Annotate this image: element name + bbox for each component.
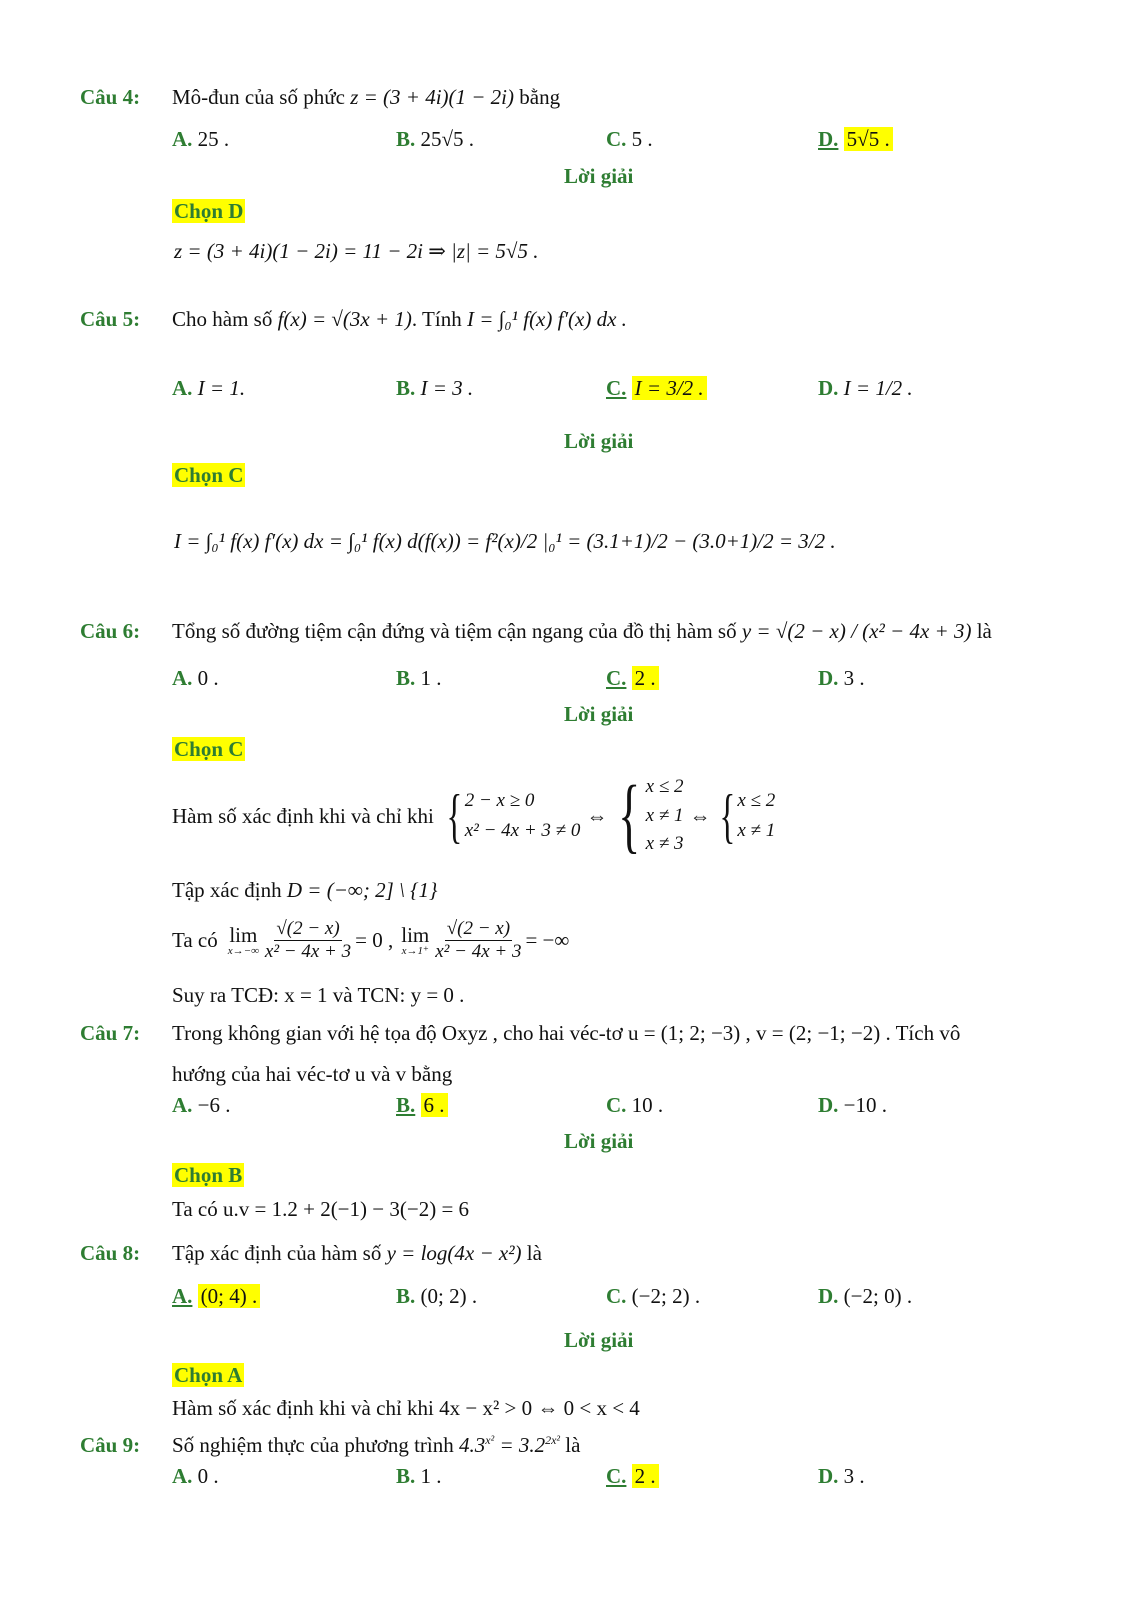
q4-option-a[interactable]: A. 25 .	[172, 127, 230, 151]
q4-answer-highlight: 5√5 .	[844, 127, 893, 151]
q4-chosen: Chọn D	[174, 199, 244, 223]
q9-answer-highlight: 2 .	[632, 1464, 659, 1488]
q7-option-c[interactable]: C. 10 .	[606, 1093, 664, 1117]
left-brace: {	[618, 769, 641, 862]
q5-solution: I = ∫₀¹ f(x) f′(x) dx = ∫₀¹ f(x) d(f(x)) = f²(x)/2 |₀¹ = (3.1+1)/2 − (3.0+1)/2 = 3/2 .	[174, 529, 836, 553]
q8-solution: Hàm số xác định khi và chỉ khi 4x − x² > 0 ⇔ 0 < x < 4	[172, 1396, 640, 1420]
q9-stem: Số nghiệm thực của phương trình $4.3^{x^2} = 3.2^{2x^2}$ là	[172, 1433, 581, 1457]
q4-stem	[172, 84, 560, 110]
q5-option-a[interactable]: A. I = 1.	[172, 376, 246, 400]
q9-label: Câu 9:	[80, 1433, 141, 1457]
q6-chosen: Chọn C	[174, 737, 244, 761]
q5-chosen: Chọn C	[174, 463, 244, 487]
q6-solution-heading: Lời giải	[564, 702, 634, 726]
q8-chosen: Chọn A	[174, 1363, 243, 1387]
q5-stem-mid: . Tính	[411, 307, 462, 331]
q9-option-b[interactable]: B. 1 .	[396, 1464, 442, 1488]
q6-option-d[interactable]: D. 3 .	[818, 666, 865, 690]
q7-option-d[interactable]: D. −10 .	[818, 1093, 888, 1117]
q7-option-b[interactable]: B. 6 .	[396, 1092, 448, 1118]
q5-stem-math: f(x) = √(3x + 1)	[277, 307, 412, 331]
q4-option-b[interactable]: B. 25√5 .	[396, 127, 475, 151]
q6-label: Câu 6:	[80, 619, 141, 643]
q5-stem-integral: I = ∫₀¹ f(x) f′(x) dx .	[466, 307, 627, 331]
q8-stem: Tập xác định của hàm số y = log(4x − x²) là	[172, 1241, 542, 1265]
q7-stem-line-1: Trong không gian với hệ tọa độ Oxyz , cho hai véc-tơ u = (1; 2; −3) , v = (2; −1; −2) . Tích vô	[172, 1021, 961, 1045]
q5-solution-heading: Lời giải	[564, 429, 634, 453]
q6-stem-math: y = √(2 − x) / (x² − 4x + 3)	[741, 619, 972, 643]
q4-solution-heading: Lời giải	[564, 164, 634, 188]
q7-chosen: Chọn B	[174, 1163, 243, 1187]
q4-option-d[interactable]: D. 5√5 .	[818, 126, 893, 152]
q4-label: Câu 4:	[80, 85, 141, 109]
q7-stem-line-2: hướng của hai véc-tơ u và v bằng	[172, 1062, 453, 1086]
q8-option-d[interactable]: D. (−2; 0) .	[818, 1284, 913, 1308]
q6-domain: Tập xác định D = (−∞; 2] \ {1}	[172, 878, 438, 902]
q5-option-b[interactable]: B. I = 3 .	[396, 376, 474, 400]
q8-label: Câu 8:	[80, 1241, 141, 1265]
q7-label: Câu 7:	[80, 1021, 141, 1045]
q9-option-c[interactable]: C. 2 .	[606, 1463, 659, 1489]
q8-option-b[interactable]: B. (0; 2) .	[396, 1284, 478, 1308]
q9-option-a[interactable]: A. 0 .	[172, 1464, 219, 1488]
q6-system-2: x ≤ 2 x ≠ 1 x ≠ 3	[645, 776, 684, 855]
q6-option-a[interactable]: A. 0 .	[172, 666, 219, 690]
q8-answer-highlight: (0; 4) .	[198, 1284, 261, 1308]
q4-option-c[interactable]: C. 5 .	[606, 127, 653, 151]
q5-label: Câu 5:	[80, 307, 141, 331]
q8-solution-heading: Lời giải	[564, 1328, 634, 1352]
q9-option-d[interactable]: D. 3 .	[818, 1464, 865, 1488]
q6-stem-text: Tổng số đường tiệm cận đứng và tiệm cận ngang của đồ thị hàm số	[172, 619, 737, 643]
q6-stem	[172, 618, 992, 644]
q7-solution: Ta có u.v = 1.2 + 2(−1) − 3(−2) = 6	[172, 1197, 470, 1221]
q5-option-d[interactable]: D. I = 1/2 .	[818, 376, 913, 400]
q6-stem-end: là	[976, 619, 992, 643]
q7-option-a[interactable]: A. −6 .	[172, 1093, 231, 1117]
q6-option-b[interactable]: B. 1 .	[396, 666, 442, 690]
q6-limit-2: lim x→1⁺	[401, 922, 430, 957]
q5-answer-highlight: I = 3/2 .	[632, 376, 707, 400]
q5-stem	[172, 306, 627, 332]
left-brace: {	[719, 783, 735, 849]
q6-limit-1: lim x→−∞	[227, 922, 259, 957]
q6-conclusion: Suy ra TCĐ: x = 1 và TCN: y = 0 .	[172, 983, 465, 1007]
q4-stem-math: z = (3 + 4i)(1 − 2i)	[350, 85, 515, 109]
q6-domain-condition: Hàm số xác định khi và chỉ khi { 2 − x ≥ 0 x² − 4x + 3 ≠ 0 ⇔ { x ≤ 2 x ≠ 1 x ≠ 3 ⇔ { x ≤ 2 x ≠ 1	[172, 769, 776, 862]
q6-system-1: 2 − x ≥ 0 x² − 4x + 3 ≠ 0	[464, 789, 581, 841]
q5-stem-text: Cho hàm số	[172, 307, 273, 331]
left-brace: {	[446, 783, 463, 849]
q4-solution: z = (3 + 4i)(1 − 2i) = 11 − 2i ⇒ |z| = 5√5 .	[174, 239, 539, 263]
q6-answer-highlight: 2 .	[632, 666, 659, 690]
q4-stem-text: Mô-đun của số phức	[172, 85, 345, 109]
q6-option-c[interactable]: C. 2 .	[606, 665, 659, 691]
q8-option-a[interactable]: A. (0; 4) .	[172, 1283, 260, 1309]
q7-answer-highlight: 6 .	[421, 1093, 448, 1117]
q5-option-c[interactable]: C. I = 3/2 .	[606, 375, 707, 401]
q8-option-c[interactable]: C. (−2; 2) .	[606, 1284, 701, 1308]
q7-solution-heading: Lời giải	[564, 1129, 634, 1153]
q6-limits: Ta có lim x→−∞ $\frac{√(2 - x)}{\text{x² − 4x + 3}}$ = 0 , lim x→1⁺ $\frac{√(2 - x)}{\text{x² − 4x + 3}}$ = −∞	[172, 918, 570, 962]
q4-stem-end: bằng	[519, 85, 561, 109]
q6-system-3: x ≤ 2 x ≠ 1	[737, 789, 776, 841]
